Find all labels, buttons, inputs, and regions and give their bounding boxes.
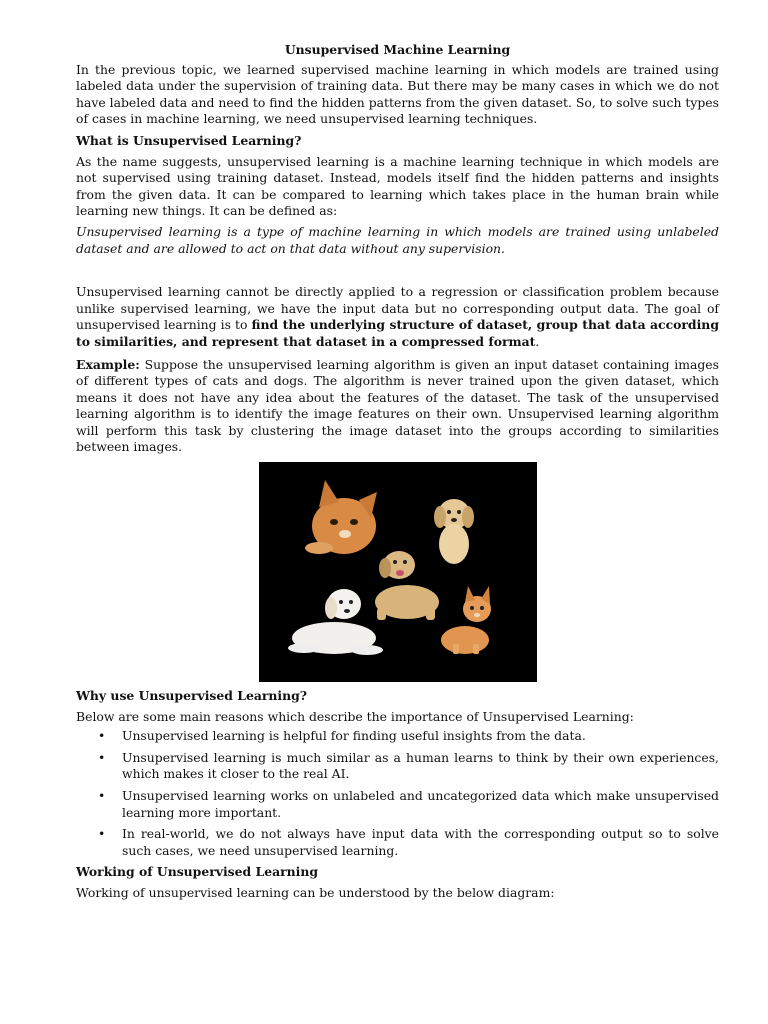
working-paragraph: Working of unsupervised learning can be understood by the below diagram: [76, 885, 555, 900]
example-text: Suppose the unsupervised learning algorithm is given an input dataset containing images of different types of cats and dogs. The algorithm is never trained upon the given dataset, which means it does not have any idea about the features of the dataset. The task of the unsupervised learning algorithm is to identify the image features on their own. Unsupervised learning algorithm will perform this task by clustering the image dataset into the groups according to similarities between images. [76, 356, 719, 455]
labrador-center [375, 551, 439, 620]
list-item-text: Unsupervised learning is helpful for finding useful insights from the data. [122, 728, 586, 744]
example-label: Example: [76, 356, 140, 372]
reasons-list [76, 728, 719, 859]
list-item [76, 788, 719, 821]
intro-paragraph: In the previous topic, we learned supervised machine learning in which models are trained using labeled data under the supervision of training data. But there may be many cases in which we do not have labeled data and need to find the hidden patterns from the given dataset. So, to solve such types of cases in machine learning, we need unsupervised learning techniques. [76, 61, 719, 127]
bullet-icon: • [98, 826, 106, 842]
list-item [76, 750, 719, 783]
goal-text-start: Unsupervised learning cannot be directly applied to a regression or classification problem because unlike supervised learning, we have the input data but no corresponding output data. The goal of unsupervised learning is to [76, 284, 719, 333]
definition-intro-paragraph: As the name suggests, unsupervised learning is a machine learning technique in which models are not supervised using training dataset. Instead, models itself find the hidden patterns and insights from the given data. It can be compared to learning which takes place in the human brain while learning new things. It can be defined as: [76, 153, 719, 219]
goal-text-bold: find the underlying structure of dataset, group that data according to similarities, and represent that dataset in a compressed format [76, 317, 719, 349]
heading-working: Working of Unsupervised Learning [76, 864, 319, 880]
list-item-text: In real-world, we do not always have input data with the corresponding output so to solve such cases, we need unsupervised learning. [122, 826, 719, 858]
heading-what-is: What is Unsupervised Learning? [76, 132, 302, 148]
example-paragraph [76, 357, 719, 457]
cats-dogs-image [259, 462, 537, 682]
definition-quote: Unsupervised learning is a type of machine learning in which models are trained using unlabeled dataset and are allowed to act on that data without any supervision. [76, 223, 719, 256]
goal-text-end: . [535, 333, 540, 349]
list-item-text: Unsupervised learning is much similar as a human learns to think by their own experiences, which makes it closer to the real AI. [122, 749, 719, 782]
list-item [76, 826, 719, 859]
puppy-top-right [434, 499, 474, 564]
goal-paragraph [76, 284, 719, 350]
bullet-icon: • [98, 788, 106, 804]
list-item [76, 728, 719, 745]
reasons-intro: Below are some main reasons which describe the importance of Unsupervised Learning: [76, 708, 634, 724]
bullet-icon: • [98, 749, 106, 765]
bullet-icon: • [98, 728, 106, 744]
heading-why-use: Why use Unsupervised Learning? [76, 688, 308, 704]
document-title: Unsupervised Machine Learning [284, 42, 511, 57]
document-page [76, 42, 719, 902]
kitten-top-left [305, 480, 377, 554]
white-puppy-bottom-left [288, 589, 383, 655]
list-item-text: Unsupervised learning works on unlabeled and uncategorized data which make unsupervised learning more important. [122, 788, 719, 820]
kitten-bottom-right [441, 586, 491, 654]
